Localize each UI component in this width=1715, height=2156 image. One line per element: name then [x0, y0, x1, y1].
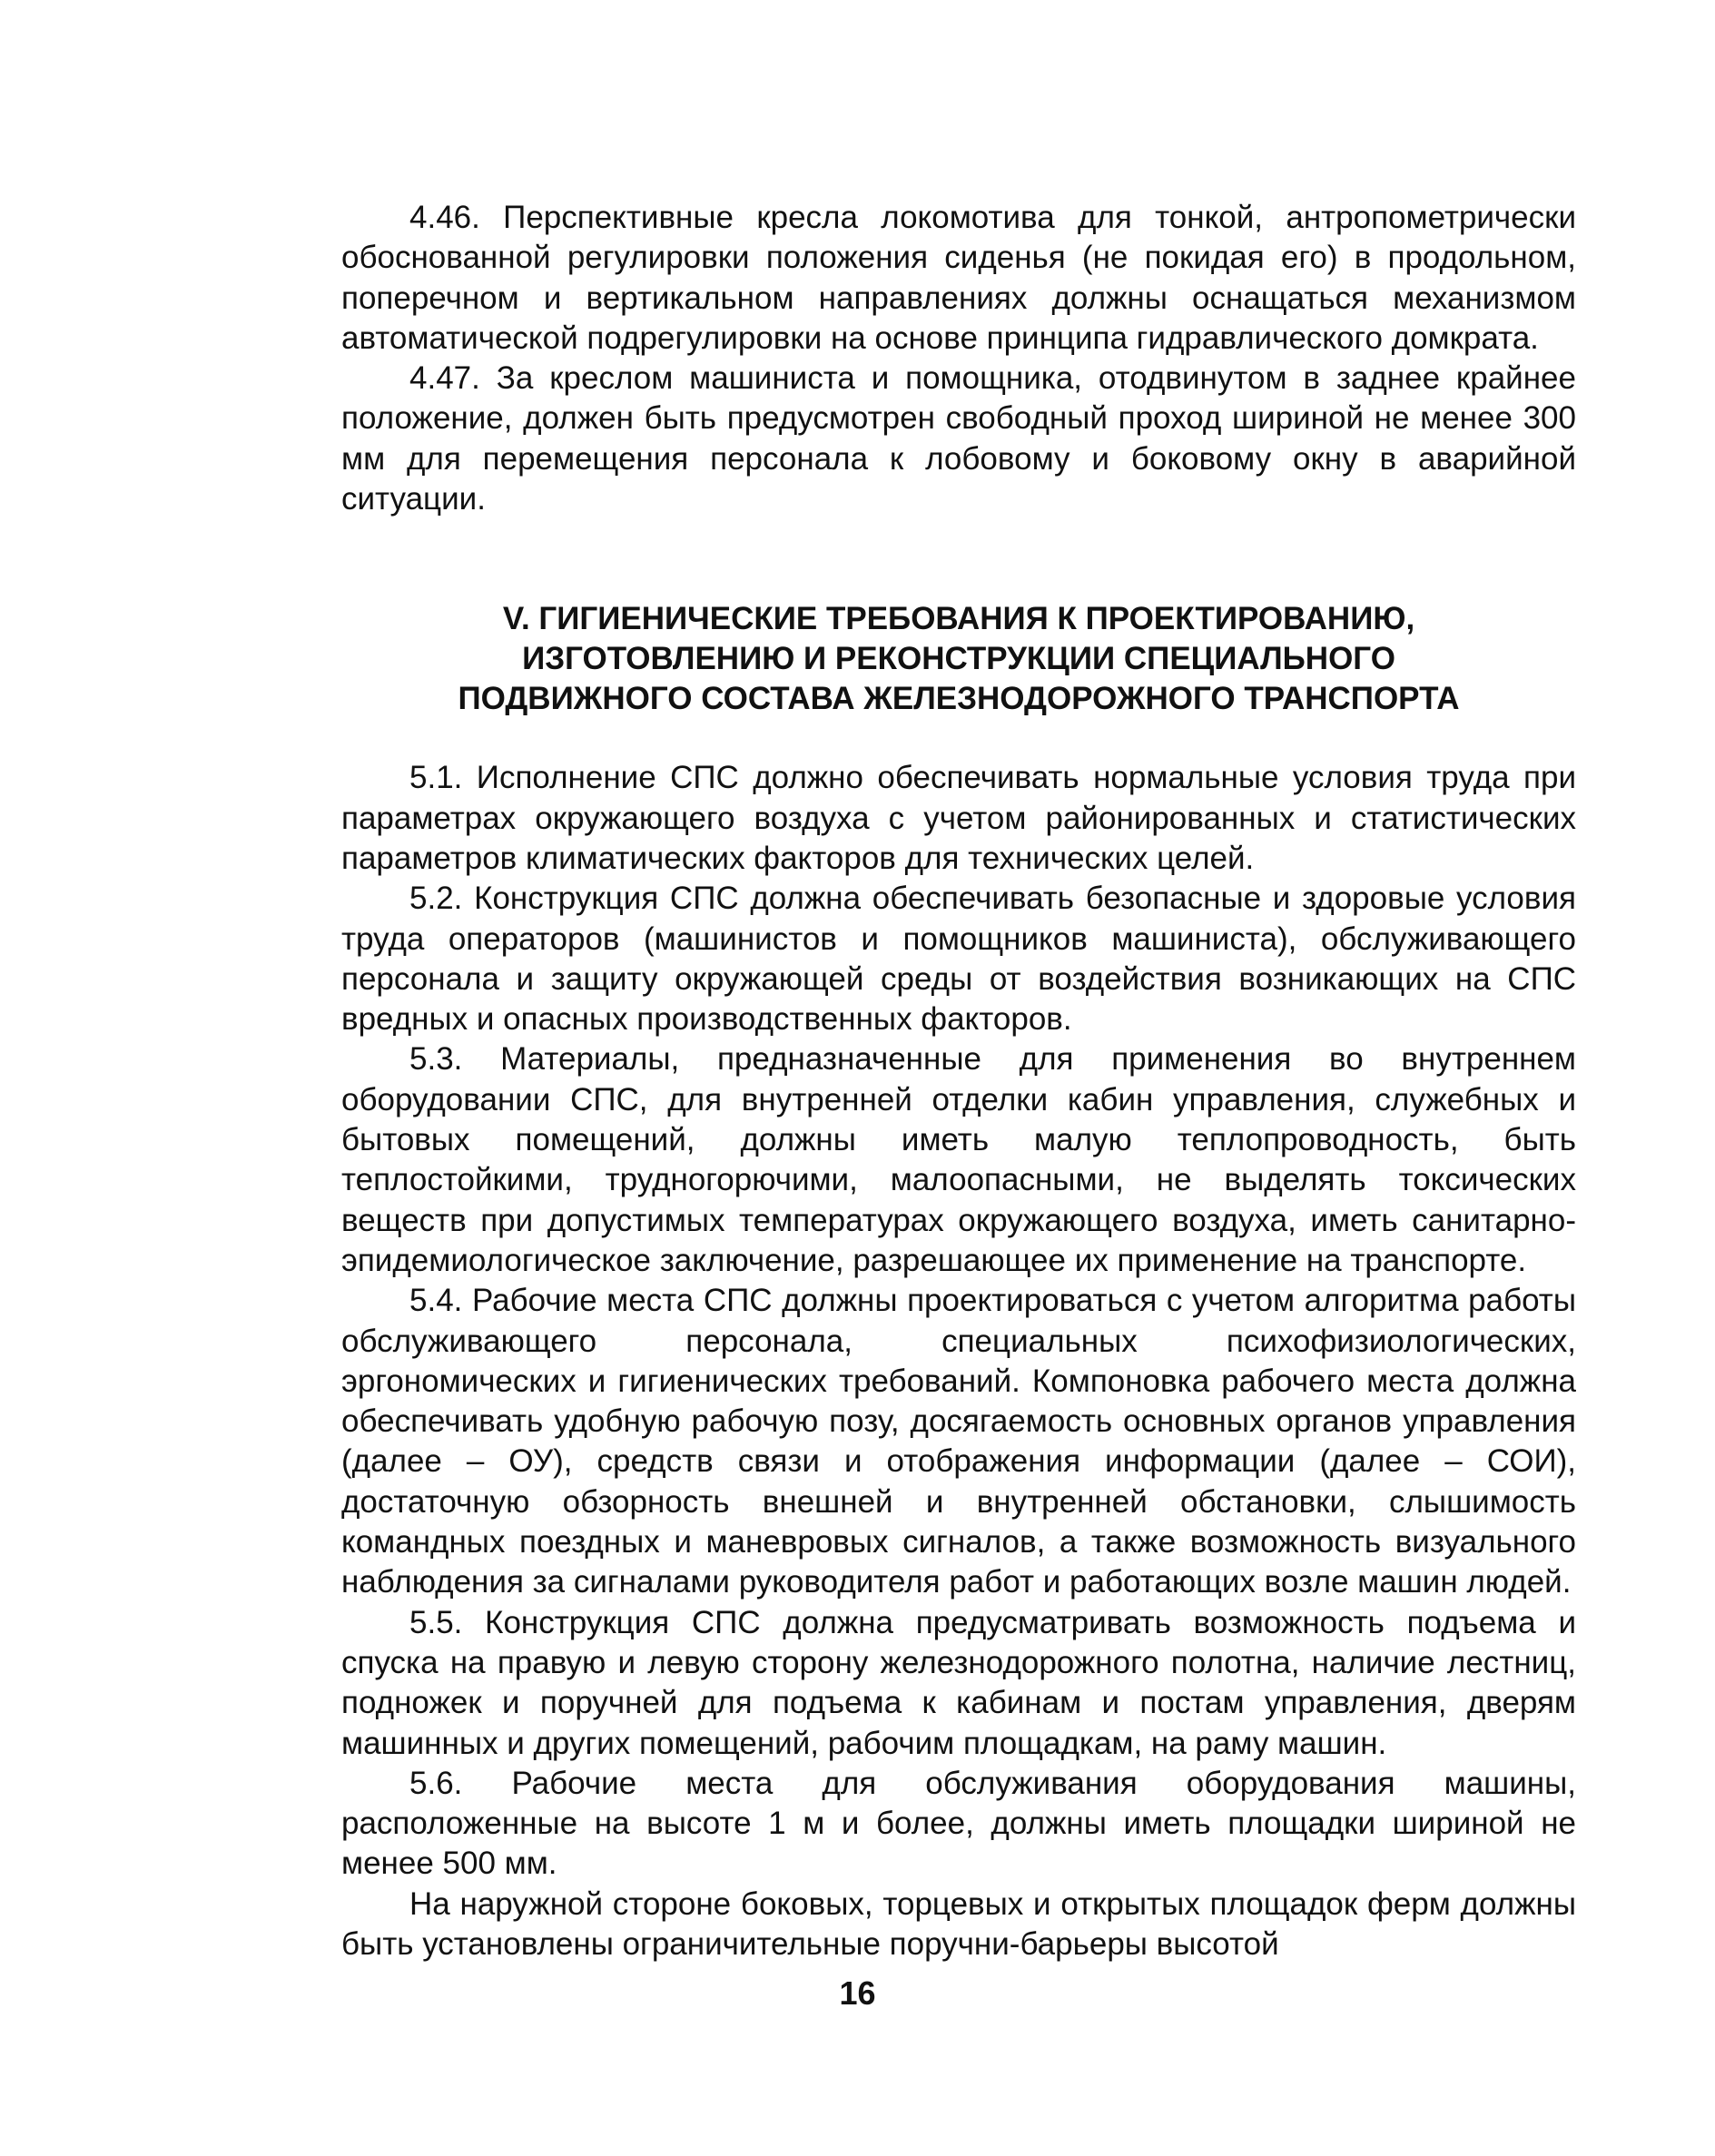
paragraph-4-47: 4.47. За креслом машиниста и помощника, отодвинутом в заднее крайнее положение, должен быть предусмотрен свободный проход шириной не менее 300 мм для перемещения персонала к лобовому и боковому окну в аварийной ситуации. [341, 360, 1576, 517]
page-number: 16 [839, 1974, 876, 2012]
paragraph-5-1: 5.1. Исполнение СПС должно обеспечивать нормальные условия труда при параметрах окружающего воздуха с учетом районированных и статистических параметров климатических факторов для технических целей. [341, 760, 1576, 876]
paragraph-5-6: 5.6. Рабочие места для обслуживания оборудования машины, расположенные на высоте 1 м и более, должны иметь площадки шириной не менее 500 мм. [341, 1765, 1576, 1882]
paragraph-5-2: 5.2. Конструкция СПС должна обеспечивать безопасные и здоровые условия труда операторов (машинистов и помощников машиниста), обслуживающего персонала и защиту окружающей среды от воздействия возникающих на СПС вредных и опасных производственных факторов. [341, 881, 1576, 1038]
section-heading-line: ИЗГОТОВЛЕНИЮ И РЕКОНСТРУКЦИИ СПЕЦИАЛЬНОГО [522, 641, 1395, 677]
paragraph-5-3: 5.3. Материалы, предназначенные для применения во внутреннем оборудовании СПС, для внутренней отделки кабин управления, служебных и бытовых помещений, должны иметь малую теплопроводность, быть теплостойкими, трудногорючими, малоопасными, не выделять токсических веществ при допустимых температурах окружающего воздуха, иметь санитарно-эпидемиологическое заключение, разрешающее их применение на транспорте. [341, 1041, 1576, 1278]
section-heading-line: V. ГИГИЕНИЧЕСКИЕ ТРЕБОВАНИЯ К ПРОЕКТИРОВАНИЮ, [502, 601, 1415, 637]
section-heading-line: ПОДВИЖНОГО СОСТАВА ЖЕЛЕЗНОДОРОЖНОГО ТРАНСПОРТА [458, 681, 1460, 717]
paragraph-5-5: 5.5. Конструкция СПС должна предусматривать возможность подъема и спуска на правую и левую сторону железнодорожного полотна, наличие лестниц, подножек и поручней для подъема к кабинам и постам управления, дверям машинных и других помещений, рабочим площадкам, на раму машин. [341, 1604, 1576, 1761]
document-page [341, 198, 1576, 1964]
paragraph-railings: На наружной стороне боковых, торцевых и открытых площадок ферм должны быть установлены ограничительные поручни-барьеры высотой [341, 1885, 1576, 1962]
section-heading [341, 599, 1576, 719]
paragraph-5-4: 5.4. Рабочие места СПС должны проектироваться с учетом алгоритма работы обслуживающего персонала, специальных психофизиологических, эргономических и гигиенических требований. Компоновка рабочего места должна обеспечивать удобную рабочую позу, досягаемость основных органов управления (далее – ОУ), средств связи и отображения информации (далее – СОИ), достаточную обзорность внешней и внутренней обстановки, слышимость командных поездных и маневровых сигналов, а также возможность визуального наблюдения за сигналами руководителя работ и работающих возле машин людей. [341, 1283, 1576, 1600]
paragraph-4-46: 4.46. Перспективные кресла локомотива для тонкой, антропометрически обоснованной регулировки положения сиденья (не покидая его) в продольном, поперечном и вертикальном направлениях должны оснащаться механизмом автоматической подрегулировки на основе принципа гидравлического домкрата. [341, 200, 1576, 356]
